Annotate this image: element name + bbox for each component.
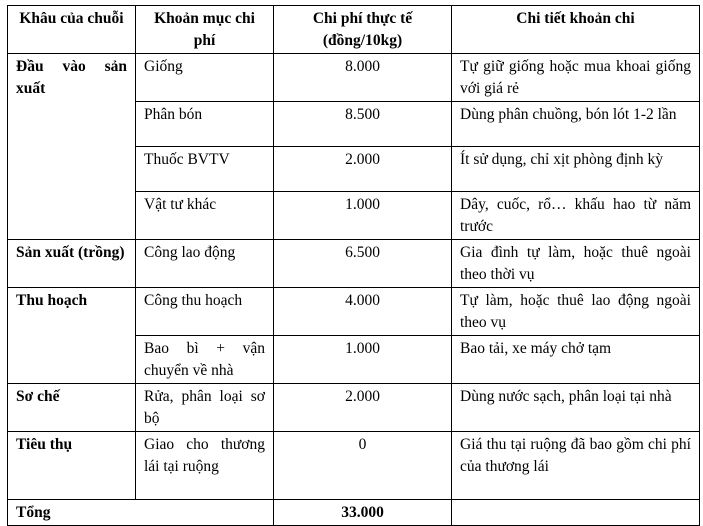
table-header-row <box>8 6 700 54</box>
stage-cell: Tiêu thụ <box>8 432 136 500</box>
total-label: Tổng <box>8 500 274 526</box>
total-value: 33.000 <box>274 500 452 526</box>
item-cell: Công lao động <box>136 240 274 288</box>
detail-cell: Dùng nước sạch, phân loại tại nhà <box>452 384 700 432</box>
detail-cell: Tự giữ giống hoặc mua khoai giống với giá rẻ <box>452 54 700 102</box>
cost-cell: 1.000 <box>274 192 452 240</box>
item-cell: Vật tư khác <box>136 192 274 240</box>
total-row <box>8 500 700 526</box>
cost-cell: 0 <box>274 432 452 500</box>
cost-table <box>7 5 700 526</box>
detail-cell: Gia đình tự làm, hoặc thuê ngoài theo thời vụ <box>452 240 700 288</box>
cost-cell: 8.500 <box>274 102 452 147</box>
item-cell: Rửa, phân loại sơ bộ <box>136 384 274 432</box>
table-row <box>8 54 700 102</box>
header-stage: Khâu của chuỗi <box>8 6 136 54</box>
item-cell: Giống <box>136 54 274 102</box>
cost-cell: 6.500 <box>274 240 452 288</box>
detail-cell: Bao tải, xe máy chở tạm <box>452 336 700 384</box>
total-detail-empty <box>452 500 700 526</box>
stage-cell: Thu hoạch <box>8 288 136 384</box>
cost-cell: 4.000 <box>274 288 452 336</box>
stage-cell: Sơ chế <box>8 384 136 432</box>
header-cost: Chi phí thực tế (đồng/10kg) <box>274 6 452 54</box>
header-detail: Chi tiết khoản chi <box>452 6 700 54</box>
table-row <box>8 432 700 500</box>
detail-cell: Giá thu tại ruộng đã bao gồm chi phí của thương lái <box>452 432 700 500</box>
detail-cell: Ít sử dụng, chỉ xịt phòng định kỳ <box>452 147 700 192</box>
item-cell: Công thu hoạch <box>136 288 274 336</box>
table-row <box>8 384 700 432</box>
table-row <box>8 288 700 336</box>
header-item: Khoản mục chi phí <box>136 6 274 54</box>
stage-cell: Đầu vào sản xuất <box>8 54 136 240</box>
cost-cell: 8.000 <box>274 54 452 102</box>
item-cell: Thuốc BVTV <box>136 147 274 192</box>
cost-cell: 2.000 <box>274 147 452 192</box>
stage-cell: Sản xuất (trồng) <box>8 240 136 288</box>
table-row <box>8 240 700 288</box>
item-cell: Bao bì + vận chuyển về nhà <box>136 336 274 384</box>
item-cell: Giao cho thương lái tại ruộng <box>136 432 274 500</box>
detail-cell: Dây, cuốc, rổ… khấu hao từ năm trước <box>452 192 700 240</box>
cost-cell: 2.000 <box>274 384 452 432</box>
item-cell: Phân bón <box>136 102 274 147</box>
detail-cell: Tự làm, hoặc thuê lao động ngoài theo vụ <box>452 288 700 336</box>
detail-cell: Dùng phân chuồng, bón lót 1-2 lần <box>452 102 700 147</box>
cost-cell: 1.000 <box>274 336 452 384</box>
